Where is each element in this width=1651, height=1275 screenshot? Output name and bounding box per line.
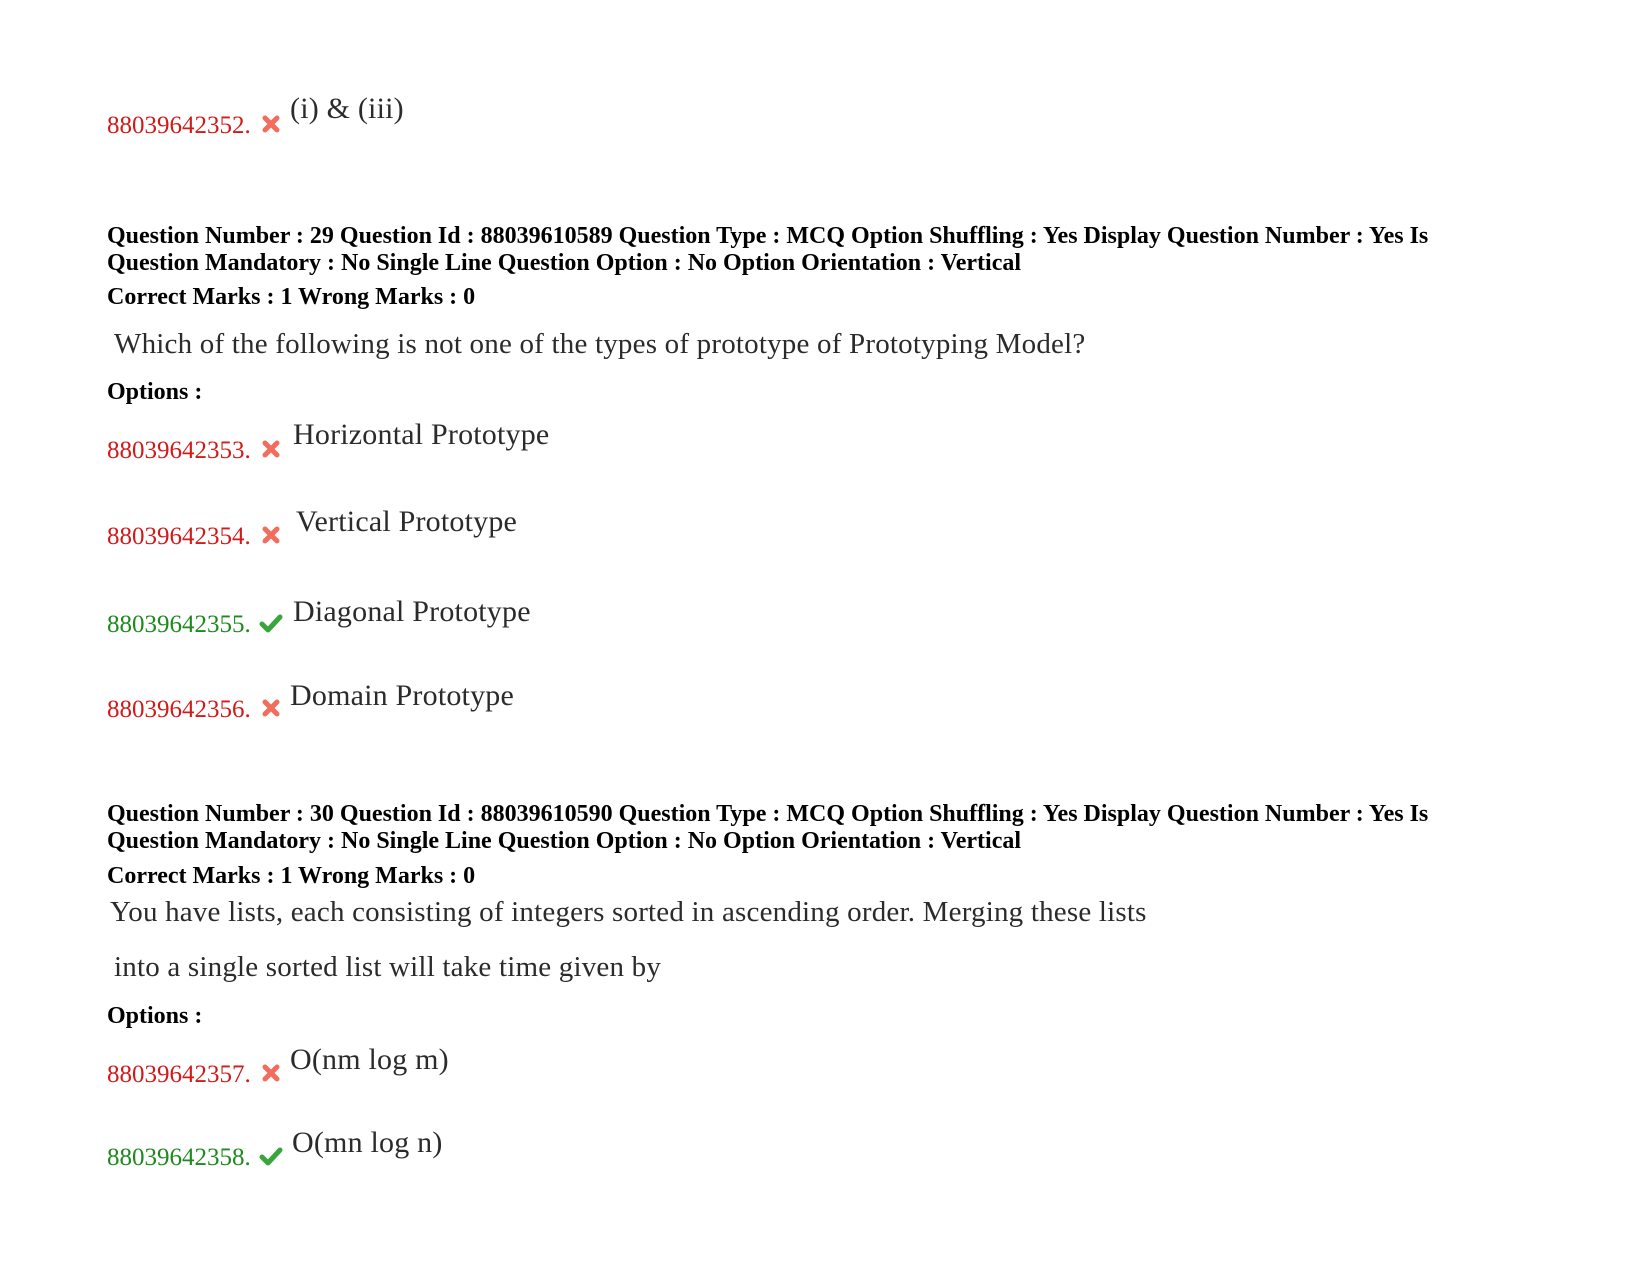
option-text: O(mn log n) <box>292 1126 443 1159</box>
option-id: 88039642353. <box>107 437 251 464</box>
check-icon <box>259 1144 283 1168</box>
cross-icon <box>259 696 283 720</box>
option-text: Domain Prototype <box>290 679 515 712</box>
question-meta-line2: Question Mandatory : No Single Line Question Option : No Option Orientation : Vertical <box>107 828 1022 854</box>
option-text: Vertical Prototype <box>296 505 518 538</box>
question-meta-line1: Question Number : 30 Question Id : 88039610590 Question Type : MCQ Option Shuffling : Yes Display Question Number : Yes Is <box>107 801 1429 827</box>
cross-icon <box>259 437 283 461</box>
question-marks: Correct Marks : 1 Wrong Marks : 0 <box>107 284 476 310</box>
option-text: (i) & (iii) <box>290 92 404 125</box>
option-id: 88039642352. <box>107 112 251 139</box>
question-text-line1: You have lists, each consisting of integers sorted in ascending order. Merging these lists <box>110 896 1147 928</box>
option-id: 88039642356. <box>107 696 251 723</box>
option-id: 88039642358. <box>107 1144 251 1171</box>
cross-icon <box>259 112 283 136</box>
cross-icon <box>259 1061 283 1085</box>
option-text: O(nm log m) <box>290 1043 449 1076</box>
question-text-line2: into a single sorted list will take time given by <box>114 951 662 983</box>
question-text: Which of the following is not one of the types of prototype of Prototyping Model? <box>114 328 1086 360</box>
question-meta-line2: Question Mandatory : No Single Line Question Option : No Option Orientation : Vertical <box>107 250 1022 276</box>
options-label: Options : <box>107 379 203 405</box>
check-icon <box>259 611 283 635</box>
cross-icon <box>259 523 283 547</box>
option-id: 88039642354. <box>107 523 251 550</box>
question-meta-line1: Question Number : 29 Question Id : 88039610589 Question Type : MCQ Option Shuffling : Yes Display Question Number : Yes Is <box>107 223 1429 249</box>
option-text: Horizontal Prototype <box>293 418 550 451</box>
options-label: Options : <box>107 1003 203 1029</box>
option-id: 88039642357. <box>107 1061 251 1088</box>
question-marks: Correct Marks : 1 Wrong Marks : 0 <box>107 863 476 889</box>
option-text: Diagonal Prototype <box>293 595 531 628</box>
option-id: 88039642355. <box>107 611 251 638</box>
